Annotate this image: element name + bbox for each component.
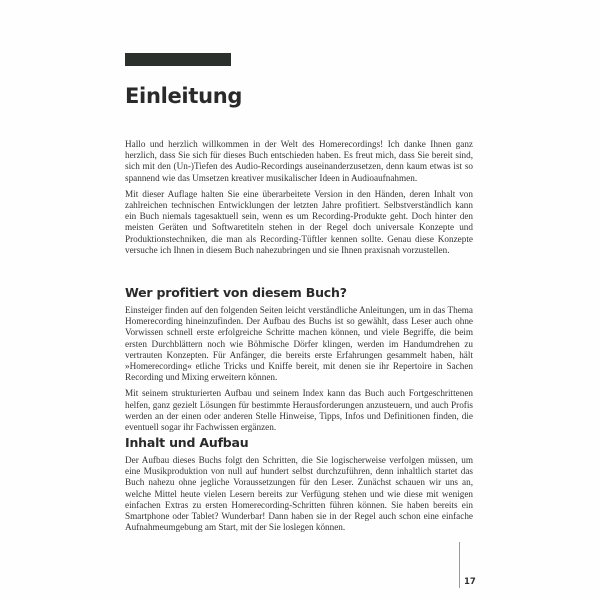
page-number: 17 — [464, 577, 476, 587]
page-number-rule — [459, 542, 460, 588]
section-heading: Inhalt und Aufbau — [125, 435, 249, 450]
intro-text — [125, 139, 473, 261]
paragraph: Hallo und herzlich willkommen in der Welt des Homerecordings! Ich danke Ihnen ganz herzlich, dass Sie sich für dieses Buch entschieden haben. Es freut mich, dass Sie bereit sind, sich mit den (Un-)Tiefen des Audio-Recordings auseinanderzusetzen, denn kaum etwas ist so spannend wie das Umsetzen kreativer musikalischer Ideen in Audioaufnahmen. — [125, 139, 473, 183]
chapter-marker-bar — [125, 53, 231, 66]
section-text — [125, 305, 473, 438]
paragraph: Mit dieser Auflage halten Sie eine überarbeitete Version in den Händen, deren Inhalt von zahlreichen technischen Entwicklungen der letzten Jahre profitiert. Selbstverständlich kann ein Buch niemals tagesaktuell sein, wenn es um Recording-Produkte geht. Doch hinter den meisten Geräten und Softwaretiteln stehen in der Regel doch universale Konzepte und Produktionstechniken, die man als Recording-Tüftler kennen sollte. Genau diese Konzepte versuche ich Ihnen in diesem Buch nahezubringen und sie Ihnen praxisnah vorzustellen. — [125, 188, 473, 255]
paragraph: Mit seinem strukturierten Aufbau und seinem Index kann das Buch auch Fortgeschrittenen helfen, ganz gezielt Lösungen für bestimmte Herausforderungen anzusteuern, und auch Profis werden an der einen oder anderen Stelle Hinweise, Tipps, Infos und Definitionen finden, die eventuell sogar ihr Fachwissen ergänzen. — [125, 388, 473, 433]
section-heading: Wer profitiert von diesem Buch? — [125, 285, 347, 300]
paragraph: Der Aufbau dieses Buchs folgt den Schritten, die Sie logischerweise verfolgen müssen, um eine Musikproduktion von null auf hundert selbst durchzuführen, denn inhaltlich startet das Buch nahezu ohne jegliche Voraussetzungen für den Leser. Zunächst schauen wir uns an, welche Mittel heute vielen Lesern bereits zur Verfügung stehen und wie diese mit wenigen einfachen Extras zu ersten Homerecording-Schritten führen können. Sie haben bereits ein Smartphone oder Tablet? Wunderbar! Dann haben sie in der Regel auch schon eine einfache Aufnahmeumgebung am Start, mit der Sie loslegen können. — [125, 455, 473, 533]
paragraph: Einsteiger finden auf den folgenden Seiten leicht verständliche Anleitungen, um in das Thema Homerecording hineinzufinden. Der Aufbau des Buchs ist so gewählt, dass Leser auch ohne Vorwissen schnell erste erfolgreiche Schritte machen können, und viele Begriffe, die beim ersten Durchblättern noch wie Böhmische Dörfer klingen, werden im Handumdrehen zu vertrauten Konzepten. Für Anfänger, die bereits erste Erfahrungen gesammelt haben, hält »Homerecording« etliche Tricks und Kniffe bereit, mit denen sie ihr Repertoire in Sachen Recording und Mixing erweitern können. — [125, 305, 473, 383]
section-text — [125, 455, 473, 538]
chapter-title: Einleitung — [125, 84, 243, 108]
